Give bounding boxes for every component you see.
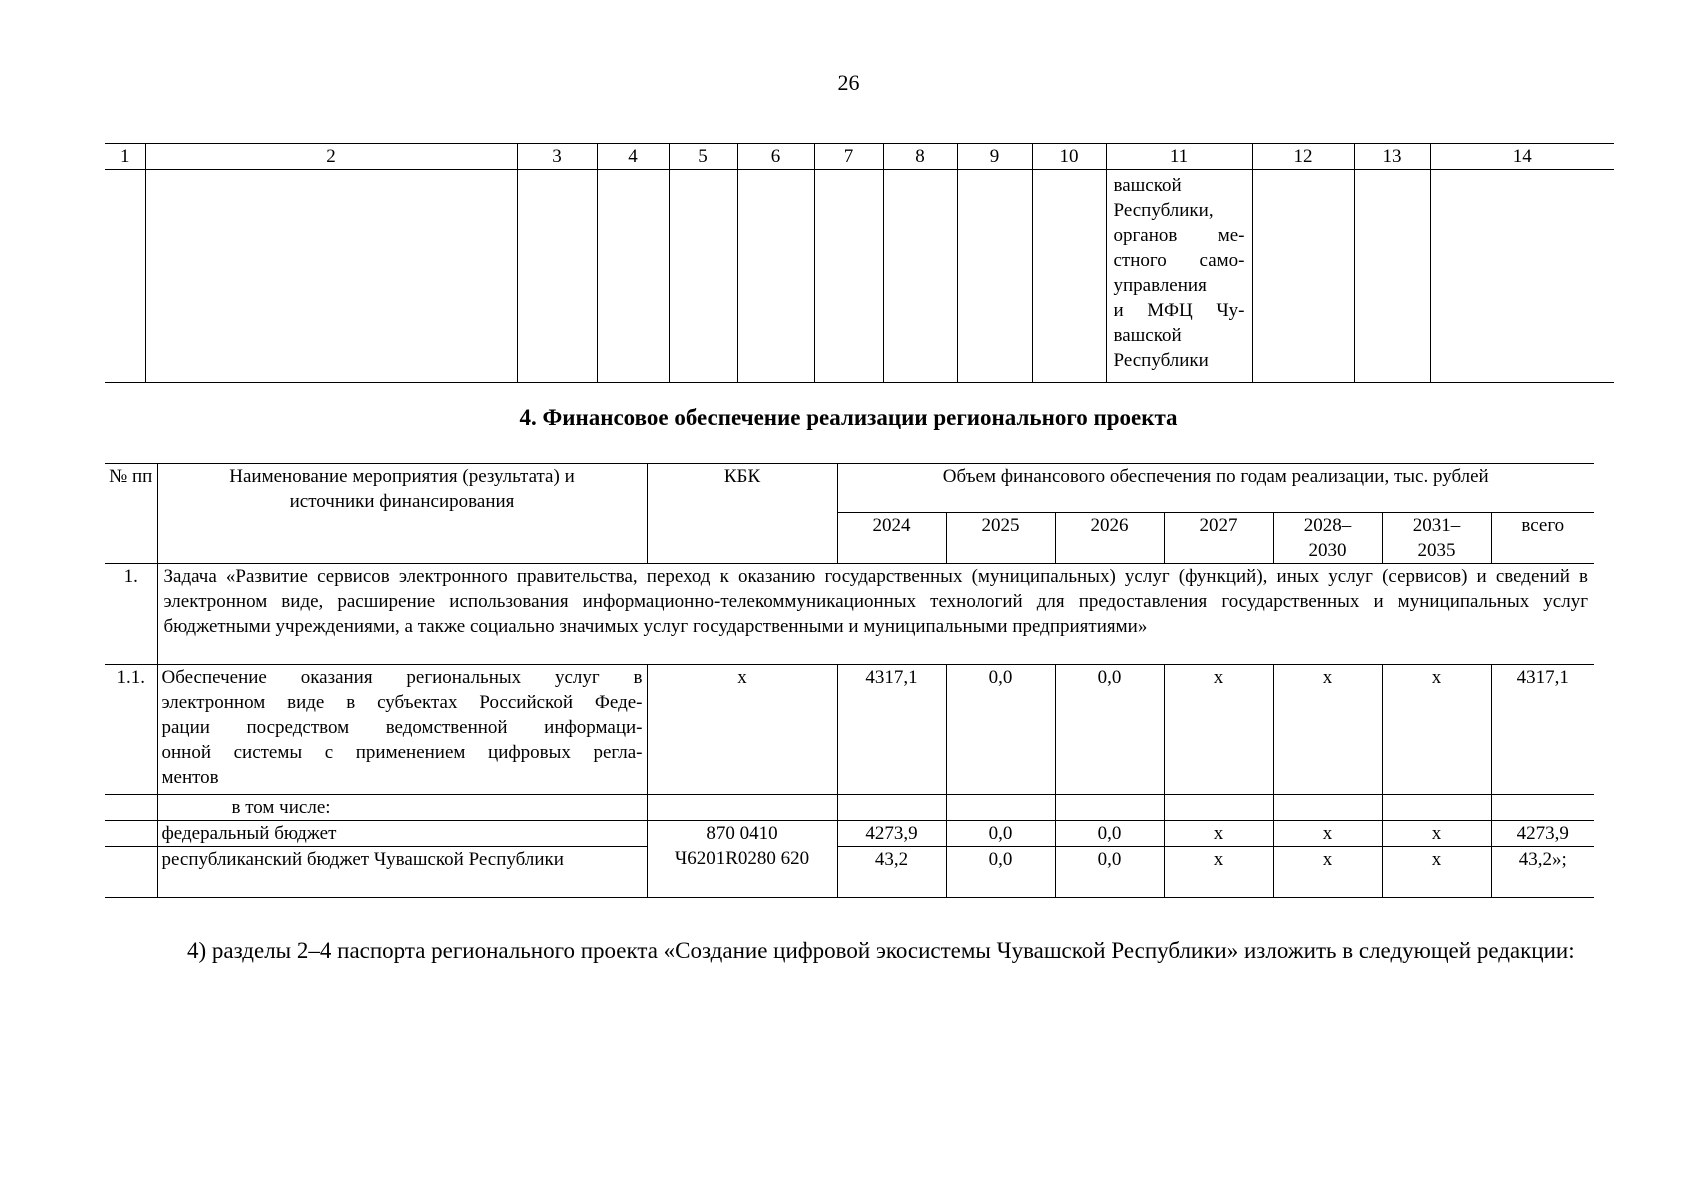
- value-cell: х: [1164, 847, 1273, 898]
- text-line: ментов: [161, 767, 219, 788]
- column-number: 8: [883, 144, 957, 170]
- table-cell: [105, 847, 157, 898]
- year-header: 2026: [1055, 513, 1164, 564]
- kbk-cell: [647, 821, 837, 898]
- responsible-executors-cell: [1106, 170, 1252, 383]
- continuation-table: [105, 143, 1614, 383]
- table-cell: [1252, 170, 1354, 383]
- column-number: 7: [814, 144, 883, 170]
- table-cell: [837, 795, 946, 821]
- column-number: 13: [1354, 144, 1430, 170]
- text-line: стного само-: [1113, 250, 1245, 271]
- value-cell: 43,2»;: [1491, 847, 1594, 898]
- table-cell: [883, 170, 957, 383]
- column-number: 11: [1106, 144, 1252, 170]
- year-header: 2027: [1164, 513, 1273, 564]
- table-cell: [1273, 795, 1382, 821]
- body-paragraph: 4) разделы 2–4 паспорта регионального проекта «Создание цифровой экосистемы Чувашской Республики» изложить в следующей редакции:: [187, 938, 1575, 963]
- page-number: 26: [837, 70, 860, 95]
- value-cell: х: [1382, 665, 1491, 795]
- text-line: органов ме-: [1113, 225, 1245, 246]
- value-cell: х: [1273, 821, 1382, 847]
- table-cell: [517, 170, 597, 383]
- year-header: всего: [1491, 513, 1594, 564]
- column-number: 12: [1252, 144, 1354, 170]
- year-header: 2028–2030: [1273, 513, 1382, 564]
- table-cell: [597, 170, 669, 383]
- continuation-row: [105, 170, 1614, 383]
- item-num: 1.1.: [105, 665, 157, 795]
- table-cell: [1491, 795, 1594, 821]
- header-num: № пп: [105, 464, 157, 564]
- text-line: вашской: [1113, 325, 1182, 346]
- value-cell: 0,0: [946, 821, 1055, 847]
- text-line: управления: [1113, 275, 1207, 296]
- text-line: электронном виде в субъектах Российской Феде-: [161, 692, 643, 713]
- text-line: Республики,: [1113, 200, 1214, 221]
- table-cell: [105, 821, 157, 847]
- kbk-line: Ч6201R0280 620: [674, 848, 810, 869]
- value-cell: х: [1382, 821, 1491, 847]
- table-cell: [957, 170, 1032, 383]
- text-line: рации посредством ведомственной информаци-: [161, 717, 643, 738]
- item-kbk: х: [647, 665, 837, 795]
- value-cell: 0,0: [946, 665, 1055, 795]
- column-number: 2: [145, 144, 517, 170]
- value-cell: х: [1382, 847, 1491, 898]
- republic-row: [105, 847, 1594, 898]
- column-number-row: [105, 144, 1614, 170]
- value-cell: 0,0: [1055, 847, 1164, 898]
- item-name: [157, 665, 647, 795]
- federal-name: федеральный бюджет: [157, 821, 647, 847]
- value-cell: 0,0: [1055, 665, 1164, 795]
- value-cell: х: [1273, 665, 1382, 795]
- value-cell: 4317,1: [837, 665, 946, 795]
- text-line: вашской: [1113, 175, 1182, 196]
- column-number: 4: [597, 144, 669, 170]
- finance-table: [105, 463, 1594, 898]
- including-row: [105, 795, 1594, 821]
- text-line: и МФЦ Чу-: [1113, 300, 1245, 321]
- header-row: [105, 464, 1594, 513]
- task-row: [105, 564, 1594, 665]
- year-header: 2024: [837, 513, 946, 564]
- table-cell: [1354, 170, 1430, 383]
- task-num: 1.: [105, 564, 157, 665]
- column-number: 5: [669, 144, 737, 170]
- header-kbk: КБК: [647, 464, 837, 564]
- column-number: 9: [957, 144, 1032, 170]
- value-cell: х: [1273, 847, 1382, 898]
- value-cell: 0,0: [946, 847, 1055, 898]
- header-volume: Объем финансового обеспечения по годам реализации, тыс. рублей: [837, 464, 1594, 513]
- table-cell: [145, 170, 517, 383]
- text-line: Обеспечение оказания региональных услуг в: [161, 667, 643, 688]
- table-cell: [1430, 170, 1614, 383]
- table-cell: [1032, 170, 1106, 383]
- column-number: 3: [517, 144, 597, 170]
- table-cell: [1382, 795, 1491, 821]
- value-cell: 4273,9: [837, 821, 946, 847]
- section-title: 4. Финансовое обеспечение реализации регионального проекта: [519, 405, 1178, 430]
- table-cell: [105, 795, 157, 821]
- task-text: Задача «Развитие сервисов электронного правительства, переход к оказанию государственных (муниципальных) услуг (функций), иных услуг (сервисов) и сведений в электронном виде, расширение использования информационно-телекоммуникационных технологий для предоставления государственных и муниципальных услуг бюджетными учреждениями, а также социально значимых услуг государственными и муниципальными предприятиями»: [157, 564, 1594, 665]
- value-cell: 0,0: [1055, 821, 1164, 847]
- column-number: 14: [1430, 144, 1614, 170]
- table-cell: [669, 170, 737, 383]
- table-cell: [1164, 795, 1273, 821]
- value-cell: 4317,1: [1491, 665, 1594, 795]
- text-line: Республики: [1113, 350, 1209, 371]
- table-cell: [105, 170, 145, 383]
- table-cell: [814, 170, 883, 383]
- table-cell: [647, 795, 837, 821]
- table-cell: [946, 795, 1055, 821]
- table-cell: [737, 170, 814, 383]
- value-cell: 43,2: [837, 847, 946, 898]
- year-header: 2031–2035: [1382, 513, 1491, 564]
- text-line: онной системы с применением цифровых регла-: [161, 742, 643, 763]
- table-cell: [1055, 795, 1164, 821]
- including-label: в том числе:: [157, 795, 647, 821]
- column-number: 10: [1032, 144, 1106, 170]
- federal-row: [105, 821, 1594, 847]
- value-cell: х: [1164, 665, 1273, 795]
- column-number: 1: [105, 144, 145, 170]
- value-cell: 4273,9: [1491, 821, 1594, 847]
- year-header: 2025: [946, 513, 1055, 564]
- item-row: [105, 665, 1594, 795]
- kbk-line: 870 0410: [706, 823, 778, 844]
- republic-name: республиканский бюджет Чувашской Республики: [157, 847, 647, 898]
- column-number: 6: [737, 144, 814, 170]
- value-cell: х: [1164, 821, 1273, 847]
- header-name: Наименование мероприятия (результата) и источники финансирования: [157, 464, 647, 564]
